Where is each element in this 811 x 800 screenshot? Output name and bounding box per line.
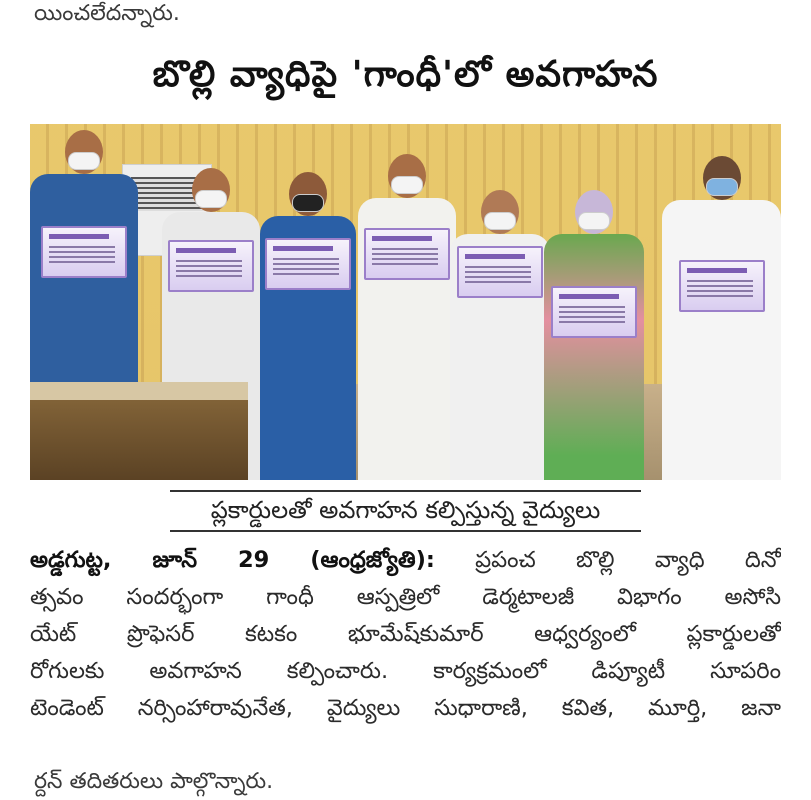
headline: బొల్లి వ్యాధిపై 'గాంధీ'లో అవగాహన	[152, 54, 659, 95]
office-desk	[30, 382, 248, 480]
doctor-6	[544, 190, 644, 480]
awareness-placard	[551, 286, 637, 338]
article-body	[30, 542, 781, 727]
doctor-4	[358, 154, 456, 480]
article-line: యేట్ ప్రొఫెసర్ కటకం భూమేష్‌కుమార్ ఆధ్వర్యంలో ప్లకార్డులతో	[30, 621, 781, 647]
awareness-placard	[364, 228, 450, 280]
awareness-placard	[457, 246, 543, 298]
dateline: అడ్డగుట్ట, జూన్ 29 (ఆంధ్రజ్యోతి):	[30, 547, 435, 573]
doctor-3	[260, 172, 356, 480]
photo-caption: ప్లకార్డులతో అవగాహన కల్పిస్తున్న వైద్యులు	[170, 490, 641, 532]
article-last-line: ర్దన్ తదితరులు పాల్గొన్నారు.	[34, 769, 274, 794]
article-line: రోగులకు అవగాహన కల్పించారు. కార్యక్రమంలో డిప్యూటీ సూపరిం	[30, 658, 781, 684]
awareness-placard	[41, 226, 127, 278]
awareness-placard	[679, 260, 765, 312]
article-line: టెండెంట్ నర్సింహారావునేత, వైద్యులు సుధారాణి, కవిత, మూర్తి, జనా	[30, 695, 781, 721]
article-line-text: ప్రపంచ బొల్లి వ్యాధి దినో	[434, 547, 781, 573]
awareness-placard	[265, 238, 351, 290]
article-line	[30, 542, 781, 579]
doctor-5	[450, 190, 550, 480]
news-photo	[30, 124, 781, 480]
awareness-placard	[168, 240, 254, 292]
clipped-previous-article-text: యించలేదన్నారు.	[34, 1, 180, 26]
doctor-7	[662, 156, 781, 480]
article-line: త్సవం సందర్భంగా గాంధీ ఆస్పత్రిలో డెర్మటాలజీ విభాగం అసోసి	[30, 584, 781, 610]
